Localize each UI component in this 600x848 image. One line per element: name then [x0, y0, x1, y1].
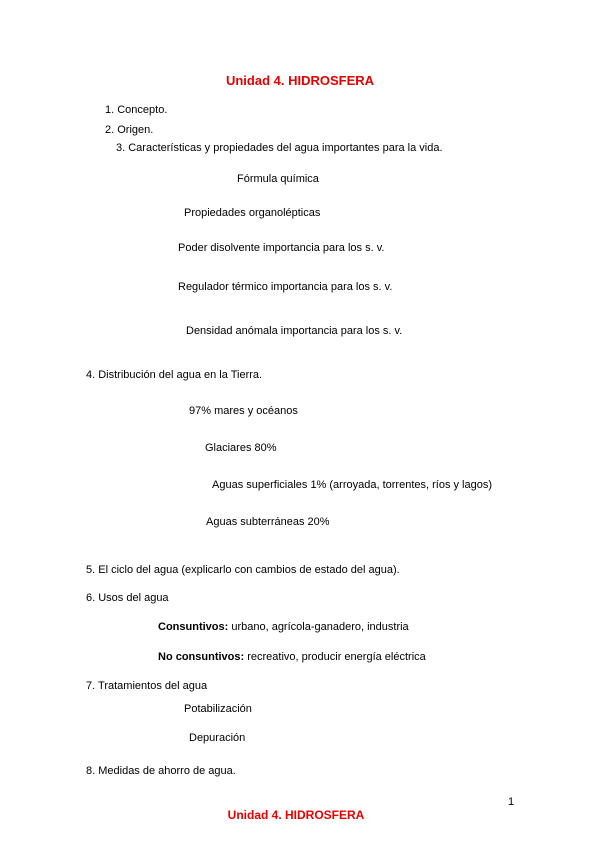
- subitem-densidad: Densidad anómala importancia para los s. v.: [186, 325, 403, 337]
- subitem-consuntivos: [158, 620, 409, 634]
- subitem-formula: Fórmula química: [237, 173, 319, 185]
- subitem-potabilizacion: Potabilización: [184, 703, 252, 715]
- outline-item-2: 2. Origen.: [105, 124, 154, 136]
- outline-item-3: 3. Características y propiedades del agua importantes para la vida.: [116, 142, 443, 154]
- outline-item-1: 1. Concepto.: [105, 104, 168, 116]
- subitem-superficiales: Aguas superficiales 1% (arroyada, torrentes, ríos y lagos): [212, 479, 493, 491]
- subitem-glaciares: Glaciares 80%: [205, 442, 277, 454]
- page-number: 1: [508, 796, 515, 808]
- subitem-disolvente: Poder disolvente importancia para los s. v.: [178, 242, 385, 254]
- no-consuntivos-text: recreativo, producir energía eléctrica: [244, 651, 426, 663]
- consuntivos-label: Consuntivos:: [158, 621, 229, 633]
- subitem-organolepticas: Propiedades organolépticas: [184, 207, 321, 219]
- outline-item-8: 8. Medidas de ahorro de agua.: [86, 765, 236, 777]
- outline-item-4: 4. Distribución del agua en la Tierra.: [86, 369, 263, 381]
- subitem-no-consuntivos: [158, 650, 426, 664]
- subitem-regulador: Regulador térmico importancia para los s. v.: [178, 281, 393, 293]
- outline-item-6: 6. Usos del agua: [86, 592, 169, 604]
- subitem-subterraneas: Aguas subterráneas 20%: [206, 516, 330, 528]
- footer-title: Unidad 4. HIDROSFERA: [227, 808, 365, 822]
- outline-item-5: 5. El ciclo del agua (explicarlo con cambios de estado del agua).: [86, 564, 400, 576]
- consuntivos-text: urbano, agrícola-ganadero, industria: [228, 621, 409, 633]
- no-consuntivos-label: No consuntivos:: [158, 651, 245, 663]
- subitem-mares: 97% mares y océanos: [189, 405, 298, 417]
- subitem-depuracion: Depuración: [189, 732, 246, 744]
- page-title: Unidad 4. HIDROSFERA: [225, 73, 375, 88]
- outline-item-7: 7. Tratamientos del agua: [86, 680, 208, 692]
